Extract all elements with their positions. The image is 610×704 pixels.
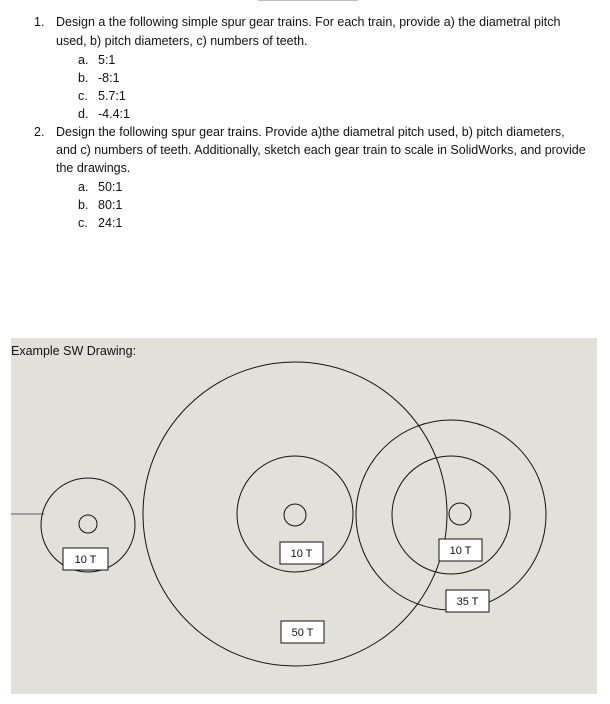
item-ratio: 80:1 (98, 198, 123, 212)
label-gear-mid-large (281, 621, 324, 643)
tooth-count-label: 35 T (456, 596, 479, 608)
tooth-count-label: 10 T (449, 545, 472, 557)
gear-mid-large-circle (143, 362, 447, 666)
item-letter: a. (78, 180, 89, 194)
question-text-line: used, b) pitch diameters, c) numbers of teeth. (56, 34, 308, 48)
item-ratio: 50:1 (98, 180, 123, 194)
tooth-count-label: 10 T (290, 548, 313, 560)
question-number: 1. (34, 15, 45, 29)
item-letter: c. (78, 216, 88, 230)
gear-mid-shaft (284, 504, 306, 526)
item-ratio: 5:1 (98, 53, 116, 67)
question-text-line: the drawings. (56, 161, 131, 175)
question-text-line: Design a the following simple spur gear trains. For each train, provide a) the diametral pitch (56, 15, 561, 29)
label-gear-right-large (446, 590, 489, 612)
top-divider (258, 0, 358, 1)
item-ratio: 24:1 (98, 216, 123, 230)
tooth-count-label: 10 T (74, 554, 97, 566)
question-number: 2. (34, 125, 45, 139)
drawing-caption: Example SW Drawing: (11, 344, 137, 358)
gear-right-shaft (449, 503, 471, 525)
gear-left-shaft (79, 515, 97, 533)
gear-drawing-canvas (11, 338, 597, 694)
gear-right-large-circle (356, 420, 546, 610)
item-ratio: -8:1 (98, 71, 120, 85)
label-gear-right-small (439, 539, 482, 561)
item-letter: d. (78, 107, 89, 121)
item-ratio: -4.4:1 (98, 107, 130, 121)
tooth-count-label: 50 T (291, 627, 314, 639)
label-gear-left (63, 548, 108, 570)
question-text-line: and c) numbers of teeth. Additionally, sketch each gear train to scale in SolidWorks, and provide (56, 143, 586, 157)
item-letter: c. (78, 89, 88, 103)
item-ratio: 5.7:1 (98, 89, 126, 103)
item-letter: a. (78, 53, 89, 67)
item-letter: b. (78, 198, 89, 212)
item-letter: b. (78, 71, 89, 85)
example-drawing (11, 338, 597, 694)
question-text-line: Design the following spur gear trains. Provide a)the diametral pitch used, b) pitch diameters, (56, 125, 565, 139)
label-gear-mid-small (280, 542, 323, 564)
